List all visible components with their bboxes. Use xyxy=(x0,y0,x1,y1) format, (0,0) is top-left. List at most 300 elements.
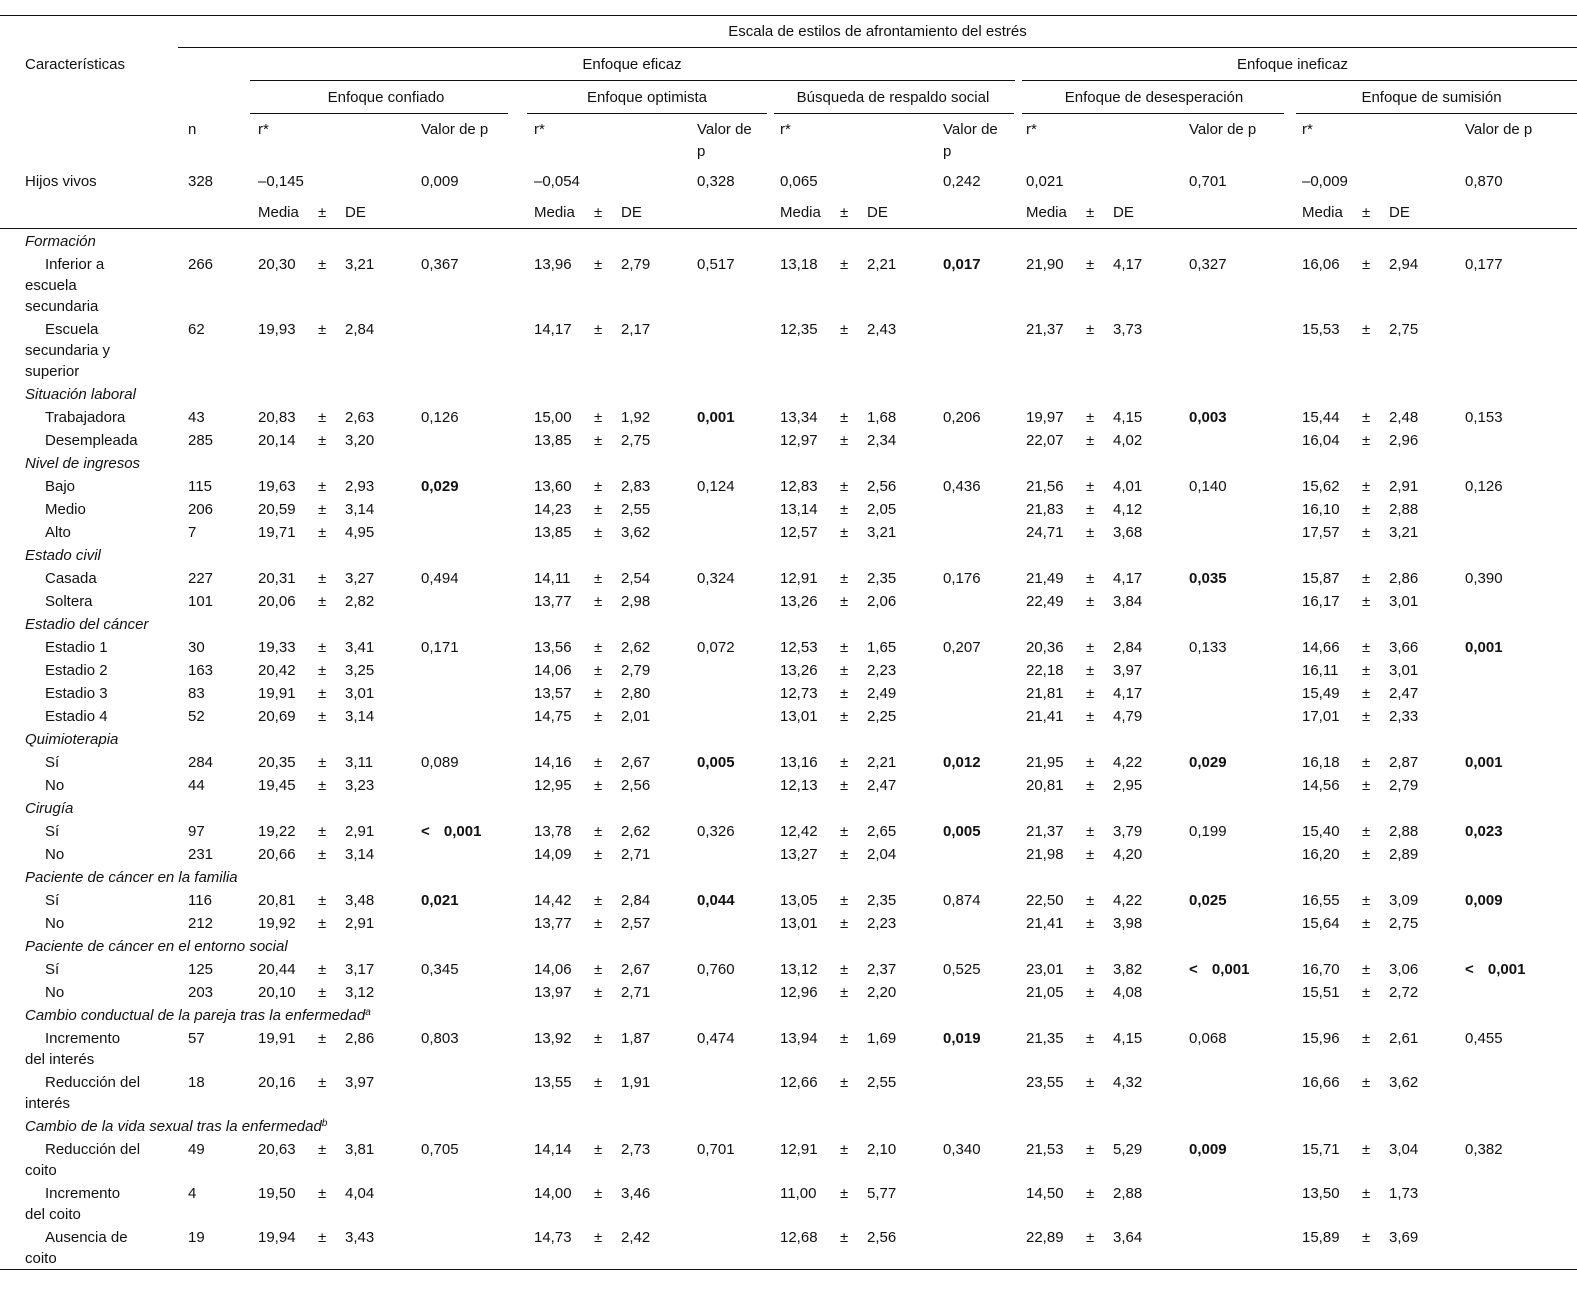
sd-desesperacion: 4,22 xyxy=(1113,754,1143,771)
sd-optimista: 3,46 xyxy=(621,1185,651,1202)
p-value-desesperacion: 0,003 xyxy=(1189,409,1227,426)
pm-respaldo: ± xyxy=(840,685,849,702)
sd-respaldo: 1,65 xyxy=(867,639,897,656)
hijos-p-desesperacion: 0,701 xyxy=(1189,173,1227,190)
pm-sumision: ± xyxy=(1362,432,1371,449)
mean-optimista: 14,06 xyxy=(534,662,572,679)
mean-desesperacion: 21,41 xyxy=(1026,708,1064,725)
row-label: Estadio 3 xyxy=(45,685,108,702)
mean-sumision: 15,51 xyxy=(1302,984,1340,1001)
sd-respaldo: 2,34 xyxy=(867,432,897,449)
mean-respaldo: 13,94 xyxy=(780,1030,818,1047)
sd-optimista: 2,73 xyxy=(621,1141,651,1158)
pm-optimista: ± xyxy=(594,685,603,702)
pm-confiado: ± xyxy=(318,1141,327,1158)
mean-confiado: 20,16 xyxy=(258,1074,296,1091)
sd-optimista: 2,79 xyxy=(621,256,651,273)
sd-optimista: 2,71 xyxy=(621,984,651,1001)
mean-optimista: 14,06 xyxy=(534,961,572,978)
row-label: Alto xyxy=(45,524,71,541)
pm-optimista: ± xyxy=(594,1141,603,1158)
p-value-confiado: 0,021 xyxy=(421,892,459,909)
mean-desesperacion: 21,56 xyxy=(1026,478,1064,495)
mean-confiado: 20,10 xyxy=(258,984,296,1001)
pm-optimista: ± xyxy=(594,570,603,587)
p-value-sumision: 0,177 xyxy=(1465,256,1503,273)
pm-respaldo: ± xyxy=(840,593,849,610)
p-header-desesperacion: Valor de p xyxy=(1189,121,1257,138)
row-label: Incremento xyxy=(45,1185,121,1202)
hijos-r-confiado: –0,145 xyxy=(258,173,304,190)
p-value-optimista: 0,517 xyxy=(697,256,735,273)
sd-sumision: 2,79 xyxy=(1389,777,1419,794)
p-value-desesperacion: 0,029 xyxy=(1189,754,1227,771)
mean-confiado: 19,33 xyxy=(258,639,296,656)
mean-optimista: 13,78 xyxy=(534,823,572,840)
sd-respaldo: 1,68 xyxy=(867,409,897,426)
r-header-sumision: r* xyxy=(1302,121,1313,138)
row-label: Bajo xyxy=(45,478,76,495)
subscale-rule-respaldo xyxy=(774,113,1014,114)
mean-respaldo: 12,35 xyxy=(780,321,818,338)
sd-optimista: 1,91 xyxy=(621,1074,651,1091)
group-title: Formación xyxy=(25,233,96,250)
sd-desesperacion: 4,17 xyxy=(1113,570,1143,587)
pm-confiado: ± xyxy=(318,662,327,679)
pm-optimista: ± xyxy=(594,639,603,656)
group-eficaz-rule xyxy=(250,80,1015,81)
p-value-desesperacion: 0,009 xyxy=(1189,1141,1227,1158)
pm-confiado: ± xyxy=(318,1185,327,1202)
pm-optimista: ± xyxy=(594,961,603,978)
pm-desesperacion: ± xyxy=(1086,754,1095,771)
sd-sumision: 3,66 xyxy=(1389,639,1419,656)
p-value-confiado: 0,803 xyxy=(421,1030,459,1047)
pm-confiado: ± xyxy=(318,409,327,426)
sd-confiado: 3,14 xyxy=(345,846,375,863)
pm-sumision: ± xyxy=(1362,478,1371,495)
mean-desesperacion: 22,18 xyxy=(1026,662,1064,679)
mean-desesperacion: 23,55 xyxy=(1026,1074,1064,1091)
sd-sumision: 3,69 xyxy=(1389,1229,1419,1246)
row-label: No xyxy=(45,915,65,932)
sd-confiado: 3,01 xyxy=(345,685,375,702)
pm-optimista: ± xyxy=(594,754,603,771)
sd-optimista: 2,62 xyxy=(621,823,651,840)
mean-confiado: 19,93 xyxy=(258,321,296,338)
sd-optimista: 2,55 xyxy=(621,501,651,518)
mean-confiado: 19,92 xyxy=(258,915,296,932)
pm-desesperacion: ± xyxy=(1086,1141,1095,1158)
sd-confiado: 4,04 xyxy=(345,1185,375,1202)
mean-sumision: 15,62 xyxy=(1302,478,1340,495)
subscale-header-desesperacion: Enfoque de desesperación xyxy=(1064,89,1244,106)
p-header-optimista-line1: Valor de xyxy=(697,121,752,138)
mean-sumision: 15,87 xyxy=(1302,570,1340,587)
pm-respaldo: ± xyxy=(840,524,849,541)
pm-respaldo: ± xyxy=(840,409,849,426)
mean-respaldo: 13,26 xyxy=(780,662,818,679)
p-value-sumision: 0,390 xyxy=(1465,570,1503,587)
sd-confiado: 3,81 xyxy=(345,1141,375,1158)
mean-optimista: 13,92 xyxy=(534,1030,572,1047)
pm-sumision: ± xyxy=(1362,1030,1371,1047)
pm-optimista: ± xyxy=(594,432,603,449)
mean-optimista: 13,85 xyxy=(534,432,572,449)
sd-desesperacion: 4,15 xyxy=(1113,409,1143,426)
row-label: Casada xyxy=(45,570,97,587)
de-header-sumision: DE xyxy=(1389,204,1410,221)
mean-optimista: 14,17 xyxy=(534,321,572,338)
sd-sumision: 2,47 xyxy=(1389,685,1419,702)
sd-respaldo: 2,04 xyxy=(867,846,897,863)
pm-optimista: ± xyxy=(594,409,603,426)
mean-optimista: 12,95 xyxy=(534,777,572,794)
pm-confiado: ± xyxy=(318,915,327,932)
group-title: Nivel de ingresos xyxy=(25,455,141,472)
pm-respaldo: ± xyxy=(840,823,849,840)
row-n: 97 xyxy=(188,823,205,840)
row-n: 212 xyxy=(188,915,214,932)
sd-desesperacion: 4,01 xyxy=(1113,478,1143,495)
sd-desesperacion: 4,79 xyxy=(1113,708,1143,725)
row-label: Reducción del xyxy=(45,1141,141,1158)
mean-optimista: 13,56 xyxy=(534,639,572,656)
row-n: 116 xyxy=(188,892,212,909)
pm-header-desesperacion: ± xyxy=(1086,204,1095,221)
pm-sumision: ± xyxy=(1362,892,1371,909)
p-value-optimista: 0,124 xyxy=(697,478,735,495)
sd-sumision: 2,91 xyxy=(1389,478,1419,495)
mean-optimista: 13,57 xyxy=(534,685,572,702)
pm-desesperacion: ± xyxy=(1086,321,1095,338)
mean-desesperacion: 21,35 xyxy=(1026,1030,1064,1047)
subscale-header-sumision: Enfoque de sumisión xyxy=(1361,89,1502,106)
pm-sumision: ± xyxy=(1362,846,1371,863)
sd-confiado: 2,86 xyxy=(345,1030,375,1047)
mean-sumision: 15,53 xyxy=(1302,321,1340,338)
pm-desesperacion: ± xyxy=(1086,846,1095,863)
characteristics-header: Características xyxy=(25,56,126,73)
sd-respaldo: 2,20 xyxy=(867,984,897,1001)
pm-confiado: ± xyxy=(318,1030,327,1047)
sd-sumision: 2,88 xyxy=(1389,823,1419,840)
mean-confiado: 20,63 xyxy=(258,1141,296,1158)
sd-respaldo: 2,21 xyxy=(867,754,897,771)
sd-confiado: 3,20 xyxy=(345,432,375,449)
pm-desesperacion: ± xyxy=(1086,432,1095,449)
p-header-confiado: Valor de p xyxy=(421,121,489,138)
pm-desesperacion: ± xyxy=(1086,892,1095,909)
pm-sumision: ± xyxy=(1362,570,1371,587)
subscale-header-respaldo: Búsqueda de respaldo social xyxy=(796,89,990,106)
pm-respaldo: ± xyxy=(840,754,849,771)
p-value-desesperacion: 0,327 xyxy=(1189,256,1227,273)
row-label: secundaria xyxy=(25,298,99,315)
row-n: 285 xyxy=(188,432,214,449)
sd-respaldo: 2,47 xyxy=(867,777,897,794)
pm-respaldo: ± xyxy=(840,961,849,978)
mean-respaldo: 12,53 xyxy=(780,639,818,656)
pm-desesperacion: ± xyxy=(1086,1074,1095,1091)
mean-optimista: 13,77 xyxy=(534,593,572,610)
row-n: 231 xyxy=(188,846,214,863)
row-label: No xyxy=(45,984,65,1001)
pm-sumision: ± xyxy=(1362,984,1371,1001)
p-header-optimista-line2: p xyxy=(697,143,706,160)
p-value-desesperacion: 0,035 xyxy=(1189,570,1227,587)
mean-optimista: 14,16 xyxy=(534,754,572,771)
p-value-respaldo: 0,207 xyxy=(943,639,981,656)
p-value-sumision: 0,382 xyxy=(1465,1141,1503,1158)
row-n: 206 xyxy=(188,501,214,518)
row-label: Estadio 4 xyxy=(45,708,108,725)
row-label: Sí xyxy=(45,961,60,978)
mean-respaldo: 12,42 xyxy=(780,823,818,840)
pm-respaldo: ± xyxy=(840,570,849,587)
title-rule xyxy=(178,47,1577,48)
pm-confiado: ± xyxy=(318,593,327,610)
pm-confiado: ± xyxy=(318,777,327,794)
sd-optimista: 2,67 xyxy=(621,961,651,978)
pm-header-optimista: ± xyxy=(594,204,603,221)
row-label: del interés xyxy=(25,1051,95,1068)
mean-sumision: 17,57 xyxy=(1302,524,1340,541)
pm-desesperacion: ± xyxy=(1086,1030,1095,1047)
pm-desesperacion: ± xyxy=(1086,570,1095,587)
p-header-respaldo-line1: Valor de xyxy=(943,121,998,138)
mean-desesperacion: 23,01 xyxy=(1026,961,1064,978)
pm-confiado: ± xyxy=(318,708,327,725)
sd-confiado: 3,14 xyxy=(345,501,375,518)
row-n: 57 xyxy=(188,1030,205,1047)
sd-optimista: 2,56 xyxy=(621,777,651,794)
sd-respaldo: 2,05 xyxy=(867,501,897,518)
sd-sumision: 3,01 xyxy=(1389,662,1419,679)
sd-confiado: 3,43 xyxy=(345,1229,375,1246)
pm-desesperacion: ± xyxy=(1086,708,1095,725)
sd-sumision: 1,73 xyxy=(1389,1185,1419,1202)
sd-sumision: 3,09 xyxy=(1389,892,1419,909)
sd-optimista: 2,42 xyxy=(621,1229,651,1246)
subscale-rule-sumision xyxy=(1296,113,1577,114)
pm-header-respaldo: ± xyxy=(840,204,849,221)
pm-respaldo: ± xyxy=(840,1229,849,1246)
mean-sumision: 15,40 xyxy=(1302,823,1340,840)
mean-optimista: 13,97 xyxy=(534,984,572,1001)
hijos-r-desesperacion: 0,021 xyxy=(1026,173,1064,190)
subscale-header-confiado: Enfoque confiado xyxy=(327,89,445,106)
p-value-respaldo: 0,012 xyxy=(943,754,981,771)
mean-sumision: 16,20 xyxy=(1302,846,1340,863)
hijos-r-optimista: –0,054 xyxy=(534,173,580,190)
pm-desesperacion: ± xyxy=(1086,961,1095,978)
group-eficaz-header: Enfoque eficaz xyxy=(582,56,682,73)
p-value-optimista: 0,005 xyxy=(697,754,735,771)
pm-optimista: ± xyxy=(594,501,603,518)
mean-sumision: 16,55 xyxy=(1302,892,1340,909)
pm-sumision: ± xyxy=(1362,409,1371,426)
mean-desesperacion: 14,50 xyxy=(1026,1185,1064,1202)
de-header-respaldo: DE xyxy=(867,204,888,221)
subscale-rule-desesperacion xyxy=(1022,113,1284,114)
pm-sumision: ± xyxy=(1362,662,1371,679)
mean-confiado: 19,63 xyxy=(258,478,296,495)
sd-optimista: 2,01 xyxy=(621,708,651,725)
p-value-confiado: 0,367 xyxy=(421,256,459,273)
sd-respaldo: 2,65 xyxy=(867,823,897,840)
sd-sumision: 2,94 xyxy=(1389,256,1419,273)
pm-sumision: ± xyxy=(1362,823,1371,840)
sd-respaldo: 2,10 xyxy=(867,1141,897,1158)
pm-header-sumision: ± xyxy=(1362,204,1371,221)
sd-respaldo: 2,55 xyxy=(867,1074,897,1091)
row-label: secundaria y xyxy=(25,342,111,359)
row-n: 227 xyxy=(188,570,214,587)
mean-desesperacion: 20,81 xyxy=(1026,777,1064,794)
sd-sumision: 3,06 xyxy=(1389,961,1419,978)
mean-confiado: 19,94 xyxy=(258,1229,296,1246)
mean-optimista: 15,00 xyxy=(534,409,572,426)
pm-respaldo: ± xyxy=(840,777,849,794)
sd-desesperacion: 2,84 xyxy=(1113,639,1143,656)
sd-sumision: 3,62 xyxy=(1389,1074,1419,1091)
sd-sumision: 2,89 xyxy=(1389,846,1419,863)
media-header-respaldo: Media xyxy=(780,204,821,221)
p-value-optimista: 0,701 xyxy=(697,1141,735,1158)
sd-confiado: 3,23 xyxy=(345,777,375,794)
r-header-desesperacion: r* xyxy=(1026,121,1037,138)
row-label: Medio xyxy=(45,501,86,518)
pm-sumision: ± xyxy=(1362,754,1371,771)
row-label: Desempleada xyxy=(45,432,138,449)
mean-sumision: 17,01 xyxy=(1302,708,1340,725)
sd-confiado: 3,48 xyxy=(345,892,375,909)
row-label: Estadio 2 xyxy=(45,662,108,679)
sd-sumision: 3,04 xyxy=(1389,1141,1419,1158)
sd-desesperacion: 3,64 xyxy=(1113,1229,1143,1246)
mean-sumision: 16,04 xyxy=(1302,432,1340,449)
mean-respaldo: 12,83 xyxy=(780,478,818,495)
sd-confiado: 3,25 xyxy=(345,662,375,679)
sd-desesperacion: 4,12 xyxy=(1113,501,1143,518)
pm-desesperacion: ± xyxy=(1086,524,1095,541)
pm-desesperacion: ± xyxy=(1086,639,1095,656)
sd-desesperacion: 3,84 xyxy=(1113,593,1143,610)
mean-confiado: 19,22 xyxy=(258,823,296,840)
mean-respaldo: 12,91 xyxy=(780,570,818,587)
mean-optimista: 14,73 xyxy=(534,1229,572,1246)
sd-respaldo: 2,56 xyxy=(867,1229,897,1246)
sd-sumision: 2,96 xyxy=(1389,432,1419,449)
pm-confiado: ± xyxy=(318,1074,327,1091)
row-label: Sí xyxy=(45,754,60,771)
media-header-sumision: Media xyxy=(1302,204,1343,221)
p-value-respaldo: 0,176 xyxy=(943,570,981,587)
mean-respaldo: 12,13 xyxy=(780,777,818,794)
sd-desesperacion: 4,15 xyxy=(1113,1030,1143,1047)
row-label: Soltera xyxy=(45,593,93,610)
pm-desesperacion: ± xyxy=(1086,409,1095,426)
mean-confiado: 20,31 xyxy=(258,570,296,587)
pm-desesperacion: ± xyxy=(1086,501,1095,518)
mean-desesperacion: 21,41 xyxy=(1026,915,1064,932)
sd-confiado: 3,17 xyxy=(345,961,375,978)
de-header-desesperacion: DE xyxy=(1113,204,1134,221)
sd-desesperacion: 3,73 xyxy=(1113,321,1143,338)
pm-sumision: ± xyxy=(1362,256,1371,273)
sd-desesperacion: 4,20 xyxy=(1113,846,1143,863)
p-header-sumision: Valor de p xyxy=(1465,121,1533,138)
mean-respaldo: 13,27 xyxy=(780,846,818,863)
pm-confiado: ± xyxy=(318,1229,327,1246)
mean-confiado: 19,50 xyxy=(258,1185,296,1202)
row-n: 4 xyxy=(188,1185,197,1202)
sd-desesperacion: 4,17 xyxy=(1113,256,1143,273)
hijos-r-sumision: –0,009 xyxy=(1302,173,1348,190)
sd-optimista: 2,17 xyxy=(621,321,651,338)
mean-desesperacion: 21,81 xyxy=(1026,685,1064,702)
sd-confiado: 2,91 xyxy=(345,915,375,932)
table-title: Escala de estilos de afrontamiento del estrés xyxy=(728,23,1027,40)
hijos-p-sumision: 0,870 xyxy=(1465,173,1503,190)
pm-confiado: ± xyxy=(318,892,327,909)
pm-optimista: ± xyxy=(594,984,603,1001)
p-value-confiado: 0,345 xyxy=(421,961,459,978)
row-n: 266 xyxy=(188,256,214,273)
sd-respaldo: 2,56 xyxy=(867,478,897,495)
media-header-optimista: Media xyxy=(534,204,575,221)
row-label: Inferior a xyxy=(45,256,105,273)
mean-respaldo: 12,97 xyxy=(780,432,818,449)
row-n: 7 xyxy=(188,524,197,541)
sd-sumision: 2,33 xyxy=(1389,708,1419,725)
p-value-respaldo: 0,206 xyxy=(943,409,981,426)
mean-desesperacion: 21,95 xyxy=(1026,754,1064,771)
pm-confiado: ± xyxy=(318,961,327,978)
p-value-desesperacion: 0,025 xyxy=(1189,892,1227,909)
mean-optimista: 14,09 xyxy=(534,846,572,863)
pm-optimista: ± xyxy=(594,777,603,794)
pm-sumision: ± xyxy=(1362,1141,1371,1158)
p-value-respaldo: 0,874 xyxy=(943,892,981,909)
mean-optimista: 14,00 xyxy=(534,1185,572,1202)
mean-optimista: 13,77 xyxy=(534,915,572,932)
sd-confiado: 3,21 xyxy=(345,256,375,273)
row-label: del coito xyxy=(25,1206,81,1223)
group-ineficaz-header: Enfoque ineficaz xyxy=(1237,56,1348,73)
pm-desesperacion: ± xyxy=(1086,662,1095,679)
de-header-confiado: DE xyxy=(345,204,366,221)
p-value-respaldo: 0,017 xyxy=(943,256,981,273)
row-n: 18 xyxy=(188,1074,205,1091)
mean-desesperacion: 24,71 xyxy=(1026,524,1064,541)
sd-desesperacion: 2,95 xyxy=(1113,777,1143,794)
pm-sumision: ± xyxy=(1362,915,1371,932)
hijos-n: 328 xyxy=(188,173,214,190)
group-title: Situación laboral xyxy=(25,386,136,403)
mean-desesperacion: 21,05 xyxy=(1026,984,1064,1001)
sd-respaldo: 5,77 xyxy=(867,1185,897,1202)
mean-desesperacion: 21,90 xyxy=(1026,256,1064,273)
mean-confiado: 20,59 xyxy=(258,501,296,518)
sd-optimista: 2,71 xyxy=(621,846,651,863)
mean-confiado: 20,44 xyxy=(258,961,296,978)
group-title xyxy=(25,1116,327,1137)
row-n: 163 xyxy=(188,662,214,679)
pm-optimista: ± xyxy=(594,321,603,338)
row-label: Trabajadora xyxy=(45,409,126,426)
